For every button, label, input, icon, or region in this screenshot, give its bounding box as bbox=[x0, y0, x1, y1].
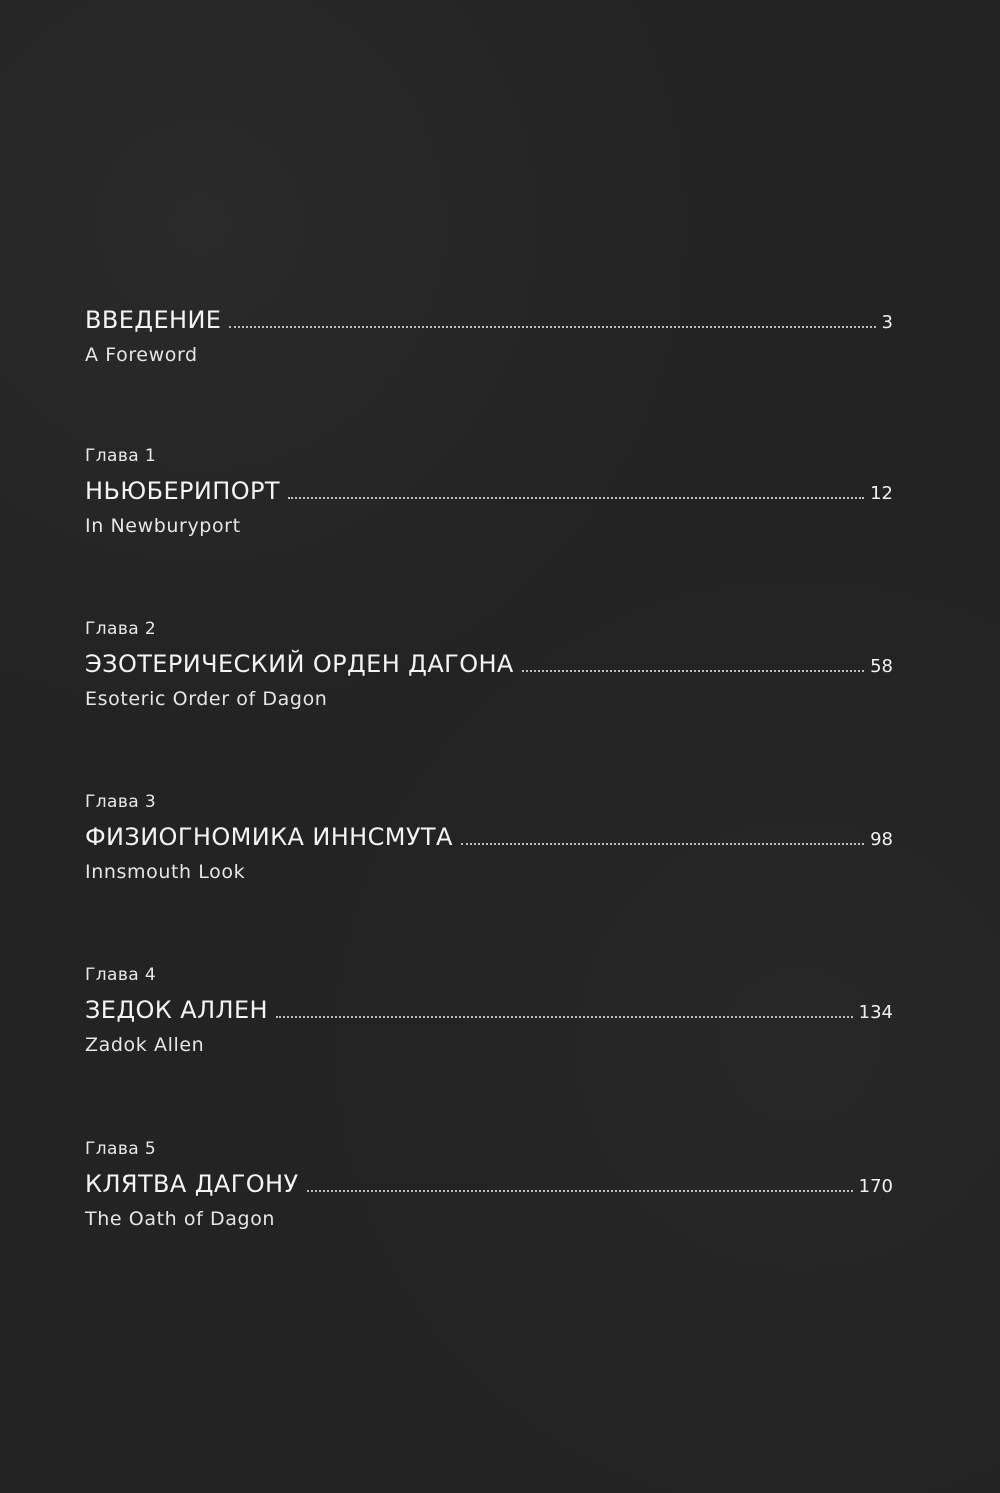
toc-title: ФИЗИОГНОМИКА ИННСМУТА bbox=[85, 823, 453, 851]
toc-entry-chapter-1 bbox=[85, 446, 893, 538]
dot-leader bbox=[522, 670, 864, 672]
toc-entry-chapter-4 bbox=[85, 965, 893, 1057]
dot-leader bbox=[461, 843, 864, 845]
toc-entry-introduction bbox=[85, 305, 893, 367]
toc-title: ВВЕДЕНИЕ bbox=[85, 306, 222, 334]
toc-subtitle: In Newburyport bbox=[85, 515, 241, 537]
toc-subtitle: The Oath of Dagon bbox=[85, 1208, 276, 1230]
toc-subtitle: A Foreword bbox=[85, 344, 198, 366]
dot-leader bbox=[229, 326, 875, 328]
toc-title-row bbox=[85, 305, 893, 335]
page-number: 3 bbox=[881, 312, 893, 333]
toc-entry-chapter-3 bbox=[85, 792, 893, 884]
toc-title: НЬЮБЕРИПОРТ bbox=[85, 477, 280, 505]
toc-title: ЭЗОТЕРИЧЕСКИЙ ОРДЕН ДАГОНА bbox=[85, 650, 514, 678]
page-number: 134 bbox=[858, 1002, 893, 1023]
dot-leader bbox=[307, 1190, 853, 1192]
toc-title-row bbox=[85, 649, 893, 679]
page-number: 170 bbox=[858, 1176, 893, 1197]
toc-title-row bbox=[85, 995, 893, 1025]
toc-subtitle: Esoteric Order of Dagon bbox=[85, 688, 328, 710]
page-number: 98 bbox=[870, 829, 893, 850]
chapter-label: Глава 4 bbox=[85, 965, 157, 985]
dot-leader bbox=[276, 1016, 853, 1018]
toc-title-row bbox=[85, 1169, 893, 1199]
toc-title: КЛЯТВА ДАГОНУ bbox=[85, 1170, 299, 1198]
chapter-label: Глава 5 bbox=[85, 1139, 157, 1159]
page-number: 58 bbox=[870, 656, 893, 677]
toc-title-row bbox=[85, 476, 893, 506]
toc-title-row bbox=[85, 822, 893, 852]
dot-leader bbox=[288, 497, 864, 499]
toc-entry-chapter-5 bbox=[85, 1139, 893, 1231]
chapter-label: Глава 2 bbox=[85, 619, 157, 639]
toc-subtitle: Zadok Allen bbox=[85, 1034, 205, 1056]
chapter-label: Глава 3 bbox=[85, 792, 157, 812]
toc-subtitle: Innsmouth Look bbox=[85, 861, 246, 883]
toc-entry-chapter-2 bbox=[85, 619, 893, 711]
chapter-label: Глава 1 bbox=[85, 446, 157, 466]
toc-title: ЗЕДОК АЛЛЕН bbox=[85, 996, 268, 1024]
page-number: 12 bbox=[870, 483, 893, 504]
